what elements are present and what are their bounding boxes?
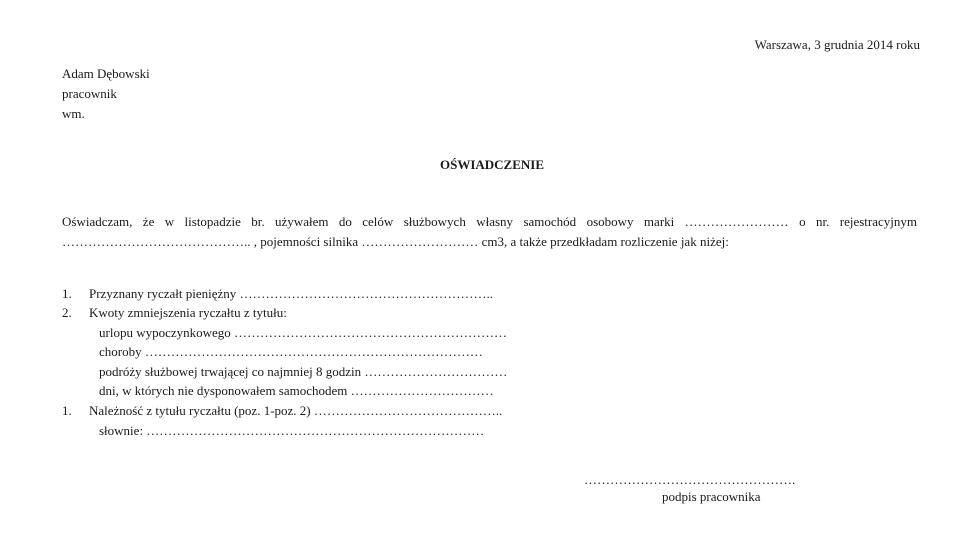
sender-name: Adam Dębowski bbox=[62, 66, 150, 81]
sender-place: wm. bbox=[62, 106, 85, 121]
signature-line: …………………………………………. bbox=[584, 472, 796, 487]
sender-block bbox=[62, 64, 150, 124]
list-item-text: Należność z tytułu ryczałtu (poz. 1-poz. 2) …………………………………….. bbox=[89, 403, 503, 418]
list-item-number: 2. bbox=[62, 305, 72, 320]
sub-item-text: podróży służbowej trwającej co najmniej 8 godzin …………………………… bbox=[99, 364, 508, 379]
list-item-number: 1. bbox=[62, 403, 72, 418]
document-title: OŚWIADCZENIE bbox=[439, 157, 545, 172]
signature-label: podpis pracownika bbox=[662, 489, 761, 504]
sub-item-text: choroby …………………………………………………………………… bbox=[99, 344, 483, 359]
list-item-text: Kwoty zmniejszenia ryczałtu z tytułu: bbox=[89, 305, 287, 320]
sub-item-text: dni, w których nie dysponowałem samochodem …………………………… bbox=[99, 383, 494, 398]
sender-position: pracownik bbox=[62, 86, 117, 101]
place-date: Warszawa, 3 grudnia 2014 roku bbox=[754, 37, 920, 52]
in-words-text: słownie: …………………………………………………………………… bbox=[99, 423, 485, 438]
list-item-number: 1. bbox=[62, 286, 72, 301]
statement-paragraph: Oświadczam, że w listopadzie br. używałem do celów służbowych własny samochód osobowy marki …………………… o nr. rejestracyjnym …………………………………….. , pojemności silnika ……………………… cm3, a także przedkładam rozliczenie jak niżej: bbox=[62, 214, 917, 249]
sub-item-text: urlopu wypoczynkowego ……………………………………………………… bbox=[99, 325, 508, 340]
list-item-text: Przyznany ryczałt pieniężny ………………………………………………….. bbox=[89, 286, 494, 301]
